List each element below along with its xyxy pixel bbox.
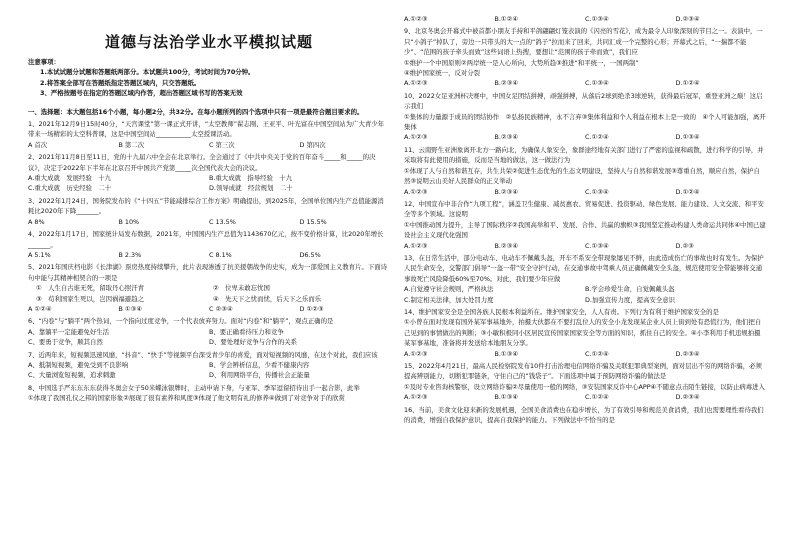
question-9-options — [404, 78, 766, 88]
question-2-options — [28, 183, 390, 193]
option: B.①③④ — [494, 349, 519, 358]
question-3-options — [28, 217, 390, 227]
option: A.重大成就 发展经验 十九 — [28, 174, 111, 183]
option: C 8.1% — [209, 250, 232, 259]
question-8-items: ①体现了我国孔仪之邦的国家形象②展现了很有素养和风度③体现了他文明有礼的修养④做到了对竞争对手的欣赏 — [28, 394, 345, 403]
option: C.①②④ — [585, 393, 609, 402]
question-8-options — [404, 14, 766, 24]
question-14-item: ①小曾在面对发现有国外某军事基地外，拍摄大伙都在不要打乱位人的安全小龙发现某企业人员上街到处有恐慌行为，他们把自己见到的事情做出的判断；③小敏积极同小区居民宣传国家国家安全等方面的知识，抓住自己的安全。④小李利用手机违规拍摄某军事基地，准备将并发送给本地朋友分享。 — [404, 318, 762, 348]
option: B、要正确看待压力和竞争 — [209, 327, 284, 336]
question-14: 14、维护国家安全是全国各族人民根本利益所在。维护国家安全，人人有责。下列行为有利于维护国家安全的是 — [404, 307, 719, 316]
question-15: 15、2022年4月21日，最高人民检察院发布10件打击治理电信网络诈骗及关联犯罪典型案例，面对层出不穷的网络诈骗，必须提高辨别能力，切断犯罪链条，守住自己的“钱袋子”。下面选项中属于预防网络诈骗的做法是 — [404, 362, 762, 381]
notice-item: 3、严格按题号在指定的答题区域内作答，超出答题区域书写的答案无效 — [40, 89, 243, 98]
option: C 第三次 — [209, 140, 235, 149]
option: A 5.1% — [28, 250, 51, 259]
option: A.自觉遵守社会规则，严格执法 — [404, 285, 494, 294]
option: D.②③④ — [675, 393, 700, 402]
question-3: 3、2022年1月24日，国务院发布的《“十四五”节能减排综合工作方案》明确提出，到2025年，全国单位国内生产总值能源消耗比2020年下降_______。 — [28, 196, 384, 216]
option: A.①②③ — [404, 393, 428, 402]
question-8: 8、中国选手严东东东东获得冬奥会女子50米蝶泳银牌时，主动申请下身，与亚军、季军逗留招待出手一起合影，此举 — [28, 383, 360, 392]
question-9-item: ①维护一个中国原则②两岸统一是人心所向，大势所趋③推进“和平统一，一国两制” — [404, 58, 639, 67]
option: D、利用网络平台，传播社会正能量 — [209, 371, 310, 380]
notice-heading: 注意事项： — [28, 58, 60, 66]
option: D.①②④ — [675, 79, 700, 88]
question-11-options — [404, 187, 766, 197]
option: D.①②④ — [675, 187, 700, 196]
option: D.②③④ — [675, 349, 700, 358]
option: A 8% — [28, 217, 45, 226]
option: B、学会辨析信息，少看不健康内容 — [209, 360, 310, 369]
question-5: 5、2021年国庆档电影《长津湖》票房热度持续攀升，此片表现渗透了抗美援朝战争的史实，成为一部爱国主义教育片。下面诗句中能与其精神相契合的一项是 — [28, 263, 388, 282]
option: A.①②③ — [404, 187, 428, 196]
option: C ②③④ — [209, 304, 233, 313]
option: D、要处理好竞争与合作的关系 — [209, 338, 297, 347]
option: C.①②④ — [585, 349, 609, 358]
option: C、要勇于竞争，顺其自然 — [28, 338, 103, 347]
question-1-options — [28, 140, 390, 150]
notice-item: 1.本试试题分试题和答题纸两部分。本试题共100分，考试时间为70分钟。 — [40, 68, 255, 77]
left-column — [28, 0, 390, 560]
option: C、大量浏览短视频，追求刺激 — [28, 371, 116, 380]
notice-item: 2.将答案全部写在答题纸指定答题区域内，只交答题纸。 — [40, 78, 201, 87]
question-10-item: ①集体的力量源于成员的团结协作 ②弘扬民族精神，永不言弃③集体利益和个人利益在根本上是一致的 ④个人可能加强，离开集体 — [404, 112, 766, 132]
option: D.①③④ — [675, 133, 700, 142]
section-heading: 一、选择题：本大题包括16个小题，每小题2分，共32分。在每小题所列的四个选项中只有一项是最符合题目要求的。 — [28, 107, 364, 116]
question-9-item: ④维护国家统一，反对分裂 — [404, 69, 481, 78]
right-column — [404, 0, 766, 560]
option: A.①②③ — [404, 15, 428, 23]
item: ④ 先天下之忧而忧，后天下之乐而乐 — [213, 294, 321, 303]
option: D.②③ — [675, 241, 694, 250]
question-7-options — [28, 360, 390, 370]
option: C.①③④ — [585, 241, 609, 250]
option: C.①③④ — [585, 187, 609, 196]
option: B.①③④ — [494, 393, 519, 402]
option: A、靠躺平一定能避免好生活 — [28, 327, 110, 336]
option: B.重大成就 指导经验 十九 — [209, 174, 293, 183]
option: A 首次 — [28, 140, 48, 149]
option: C 13.5% — [209, 217, 236, 226]
question-1: 1、2021年12月9日15时40分，“天宫课堂”第一课正式开讲，“太空教师”翟志刚、王亚平、叶光富在中国空间站为广大青少年带来一场精彩的太空科普课，这是中国空间站___________太空授课活动。 — [28, 120, 385, 139]
question-5-items — [28, 294, 390, 304]
option: D.②③④ — [675, 15, 700, 23]
option: C.重大成就 历史经验 二十 — [28, 184, 112, 193]
question-10: 10、2022女足亚洲杯决赛中，中国女足团结拼搏，顽强拼搏，从落后2球到绝杀3球逆转，获得最后冠军，重登亚洲之巅！这启示我们 — [404, 91, 763, 111]
option: A.①②③ — [404, 133, 428, 142]
question-9: 9、北京冬奥会开幕式中被首都小朋友手持和平鸽翩翩灯笼表演的《闪亮的雪花》，成为最令人印象深刻的节目之一。表演中，一只“小鸽子”掉队了，旁边一只带头的大一点的“鸽子”拉而来了回来，共同汇成一个完整的心形；开幕式之后，“一揣都不能少”、“范围的孩子牵头而致”这些词语上热搜，要想让“范围的孩子牵而致”，我们应 — [404, 27, 763, 57]
question-12-options — [404, 241, 766, 251]
question-13: 13、在日常生活中，部分电动车、电动车不佩戴头盔，开车不系安全带现象屡见不鲜，由此造成伤亡的事故也时有发生。为保护人民生命安全，交警部门倡导“一盔一带”安全守护行动，在交通事故中驾乘人员正确佩戴安全头盔，规范使用安全带能够将交通事故死亡风险降低60%至70%。对此，我们要少年应做 — [404, 253, 764, 283]
question-12: 12、中国宣布中非合作“九项工程”，涵盖卫生健康、减贫惠农、贸易促进、投资驱动、绿色发展、能力建设、人文交流、和平安全等多个领域。这说明 — [404, 199, 764, 219]
option: B 第二次 — [118, 140, 145, 149]
option: C.①③④ — [585, 79, 609, 88]
question-6-options — [28, 337, 390, 347]
option: C.①③④ — [585, 15, 609, 23]
option: D.加强宣传力度，提高安全意识 — [585, 295, 676, 304]
option: A ①②④ — [28, 304, 52, 313]
option: D 15.5% — [299, 217, 327, 226]
option: B.②③④ — [494, 241, 519, 250]
option: B 2.3% — [118, 250, 142, 259]
option: C.①②④ — [585, 133, 609, 142]
question-14-options — [404, 349, 766, 359]
option: D.领导成就 经营规划 二十 — [209, 184, 293, 193]
question-5-items — [28, 283, 390, 293]
question-11: 11、云南野生亚洲象离开北方一路向北，为确保人象安全，象群途经地有关部门进行了严密的监视和疏散，进行科学的引导，并采取将有此使用的措施，反而是当地的做法，这一做法行为 — [404, 145, 764, 165]
question-6-options — [28, 327, 390, 337]
option: B.②③④ — [494, 133, 519, 142]
item: ② 位卑未敢忘忧国 — [213, 284, 270, 293]
question-12-item: ①中国推动国力提升，主导了国际秩序②我国高举和平、发展、合作、共赢的旗帜③我国坚定推动构建人类命运共同体④中国已建设社会主义现代化强国 — [404, 220, 766, 240]
option: D ①②③ — [299, 304, 324, 313]
question-15-options — [404, 392, 766, 402]
question-16: 16、当前，美食文化迎来新的发展机遇，全国美食消费也在稳步增长，为了有效引导和规范美食消费，我们也需要理性看待我们的消费，增强自我保护意识，提高自我保护的能力。下列做法中不恰当的是 — [404, 405, 764, 425]
option: C.制定相关法律，加大处罚力度 — [404, 295, 494, 304]
question-7: 7、近两年来，短视频迅速风靡，“抖音”、“快手”等视频平台深受青少年的喜爱，面对短视频的风靡，在这个对此，我们应该 — [28, 350, 378, 359]
option: B.学会珍爱生命，自觉佩戴头盔 — [585, 285, 675, 294]
question-13-options — [404, 295, 766, 305]
option: B.②③④ — [494, 187, 519, 196]
question-13-options — [404, 284, 766, 294]
option: B 10% — [118, 217, 140, 226]
question-15-item: ①及时专业咨询核警察，设立网络诈骗②尽量使用一般的网络，③安装国家反诈中心APP④不随意点击陌生链接，以防止病毒进入 — [404, 382, 765, 391]
question-7-options — [28, 370, 390, 380]
option: B.①②④ — [494, 15, 519, 23]
question-6: 6、“内卷”与“躺平”两个热词，一个指向过度竞争，一个代表放弃努力。面对“内卷”和“躺平”，观点正确的是 — [28, 317, 334, 326]
question-11-item: ①体现了人与自然和谐互存，共生共荣②促进生态优先的生态文明建设，坚持人与自然和谐发展③尊重自然，顺应自然，保护自然③说明云山美好人民群众的正义举动 — [404, 166, 760, 186]
option: B.②③④ — [494, 79, 519, 88]
question-10-options — [404, 132, 766, 142]
option: D6.5% — [299, 250, 321, 259]
question-4-options — [28, 250, 390, 260]
question-2-options — [28, 173, 390, 183]
question-5-options — [28, 304, 390, 314]
option: A.①②③ — [404, 241, 428, 250]
option: D 第四次 — [299, 140, 326, 149]
item: ① 人生自古谁无死，留取丹心照汗青 — [36, 284, 144, 293]
item: ③ 苟利国家生死以，岂因祸福避趋之 — [36, 294, 144, 303]
question-4: 4、2022年1月17日，国家统计局发布数据，2021年，中国国内生产总值为1143670亿元，按不变价格计算，比2020年增长_______。 — [28, 230, 384, 249]
question-2: 2、2021年11月8日至11日，党的十九届六中全会在北京举行。全会通过了《中共中央关于党的百年奋斗_____和_____的决议》，决定于2022年下半年在北京召开中国共产党第_____次全国代表大会的决议。 — [28, 153, 376, 172]
option: A、抵制短视频，避免受到不良影响 — [28, 360, 129, 369]
option: A.①②③ — [404, 79, 428, 88]
page-title: 道德与法治学业水平模拟试题 — [104, 33, 313, 51]
option: B ①③④ — [118, 304, 143, 313]
option: A.①②③ — [404, 349, 428, 358]
